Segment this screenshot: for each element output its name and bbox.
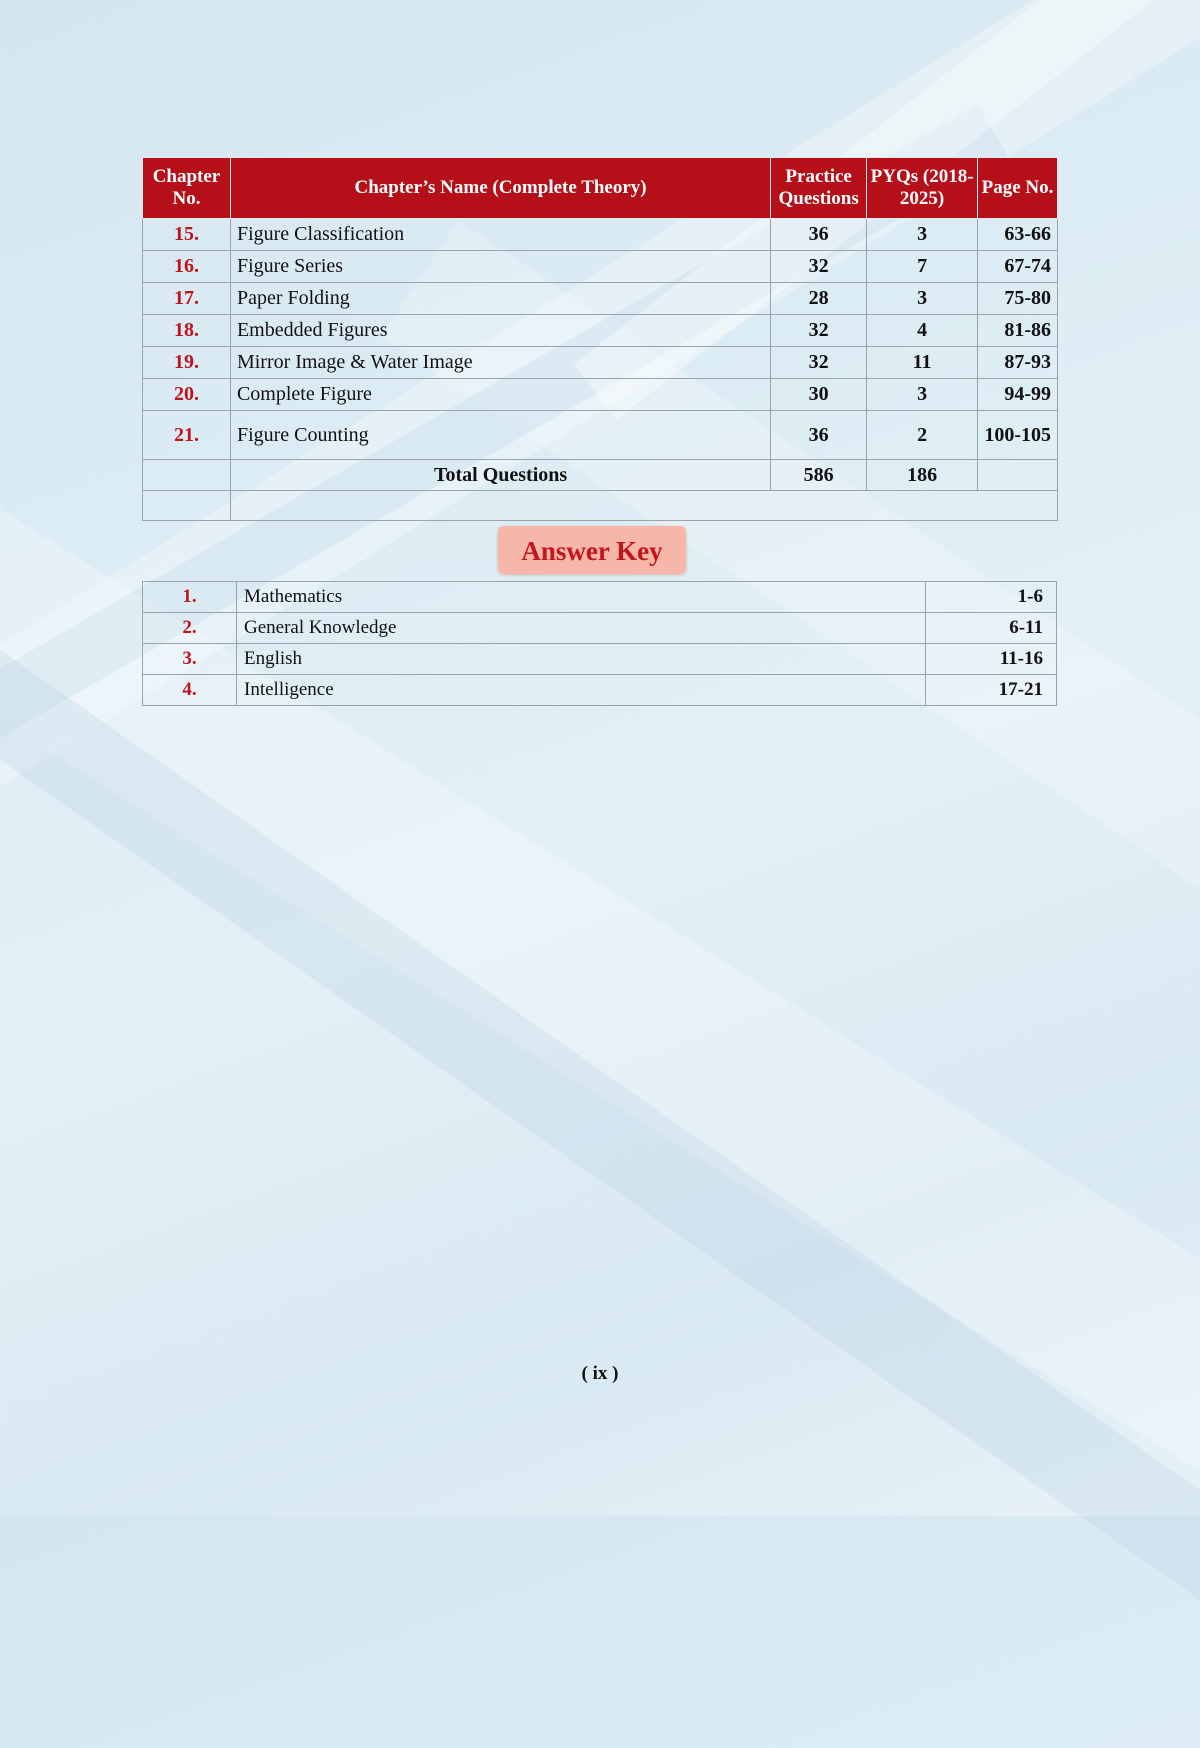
practice-count: 36 [771, 219, 867, 251]
table-row [143, 411, 1058, 460]
chapter-number: 15. [143, 219, 231, 251]
blank-cell [143, 491, 231, 521]
pyq-count: 7 [867, 251, 978, 283]
answer-pages: 6-11 [926, 613, 1057, 644]
page-range: 100-105 [978, 411, 1058, 460]
chapter-name: Complete Figure [230, 379, 770, 411]
practice-count: 32 [771, 315, 867, 347]
blank-row [143, 491, 1058, 521]
blank-cell [230, 491, 1057, 521]
chapter-name: Figure Classification [230, 219, 770, 251]
answer-key-table [142, 581, 1057, 706]
page-range: 87-93 [978, 347, 1058, 379]
answer-subject: General Knowledge [237, 613, 926, 644]
page-range: 81-86 [978, 315, 1058, 347]
total-empty-cell [978, 460, 1058, 491]
chapter-name: Paper Folding [230, 283, 770, 315]
table-row [143, 347, 1058, 379]
header-practice-questions: Practice Questions [771, 158, 867, 219]
header-chapter-no: Chapter No. [143, 158, 231, 219]
answer-number: 1. [143, 582, 237, 613]
header-chapter-name: Chapter’s Name (Complete Theory) [230, 158, 770, 219]
practice-count: 36 [771, 411, 867, 460]
total-empty-cell [143, 460, 231, 491]
table-row [143, 379, 1058, 411]
table-row [143, 675, 1057, 706]
page-number: ( ix ) [581, 1363, 619, 1384]
chapter-name: Figure Series [230, 251, 770, 283]
chapter-name: Embedded Figures [230, 315, 770, 347]
practice-count: 32 [771, 251, 867, 283]
total-row [143, 460, 1058, 491]
chapter-number: 20. [143, 379, 231, 411]
background-stripe [0, 642, 1200, 1748]
table-row [143, 613, 1057, 644]
answer-subject: English [237, 644, 926, 675]
header-page-no: Page No. [978, 158, 1058, 219]
practice-count: 32 [771, 347, 867, 379]
contents-table [142, 157, 1058, 521]
table-row [143, 315, 1058, 347]
page-range: 67-74 [978, 251, 1058, 283]
table-row [143, 644, 1057, 675]
practice-count: 30 [771, 379, 867, 411]
answer-pages: 1-6 [926, 582, 1057, 613]
table-row [143, 251, 1058, 283]
pyq-count: 3 [867, 219, 978, 251]
chapter-name: Mirror Image & Water Image [230, 347, 770, 379]
answer-pages: 17-21 [926, 675, 1057, 706]
chapter-number: 17. [143, 283, 231, 315]
pyq-count: 11 [867, 347, 978, 379]
answer-key-heading: Answer Key [498, 526, 686, 574]
table-row [143, 219, 1058, 251]
answer-number: 2. [143, 613, 237, 644]
table-row [143, 582, 1057, 613]
answer-number: 3. [143, 644, 237, 675]
chapter-name: Figure Counting [230, 411, 770, 460]
practice-count: 28 [771, 283, 867, 315]
page-range: 94-99 [978, 379, 1058, 411]
total-practice: 586 [771, 460, 867, 491]
pyq-count: 3 [867, 379, 978, 411]
pyq-count: 2 [867, 411, 978, 460]
contents-header-row [143, 158, 1058, 219]
table-row [143, 283, 1058, 315]
page-range: 75-80 [978, 283, 1058, 315]
chapter-number: 18. [143, 315, 231, 347]
answer-subject: Mathematics [237, 582, 926, 613]
total-label: Total Questions [230, 460, 770, 491]
pyq-count: 3 [867, 283, 978, 315]
chapter-number: 21. [143, 411, 231, 460]
chapter-number: 16. [143, 251, 231, 283]
page-range: 63-66 [978, 219, 1058, 251]
answer-subject: Intelligence [237, 675, 926, 706]
pyq-count: 4 [867, 315, 978, 347]
total-pyqs: 186 [867, 460, 978, 491]
chapter-number: 19. [143, 347, 231, 379]
answer-number: 4. [143, 675, 237, 706]
answer-pages: 11-16 [926, 644, 1057, 675]
header-pyqs: PYQs (2018-2025) [867, 158, 978, 219]
